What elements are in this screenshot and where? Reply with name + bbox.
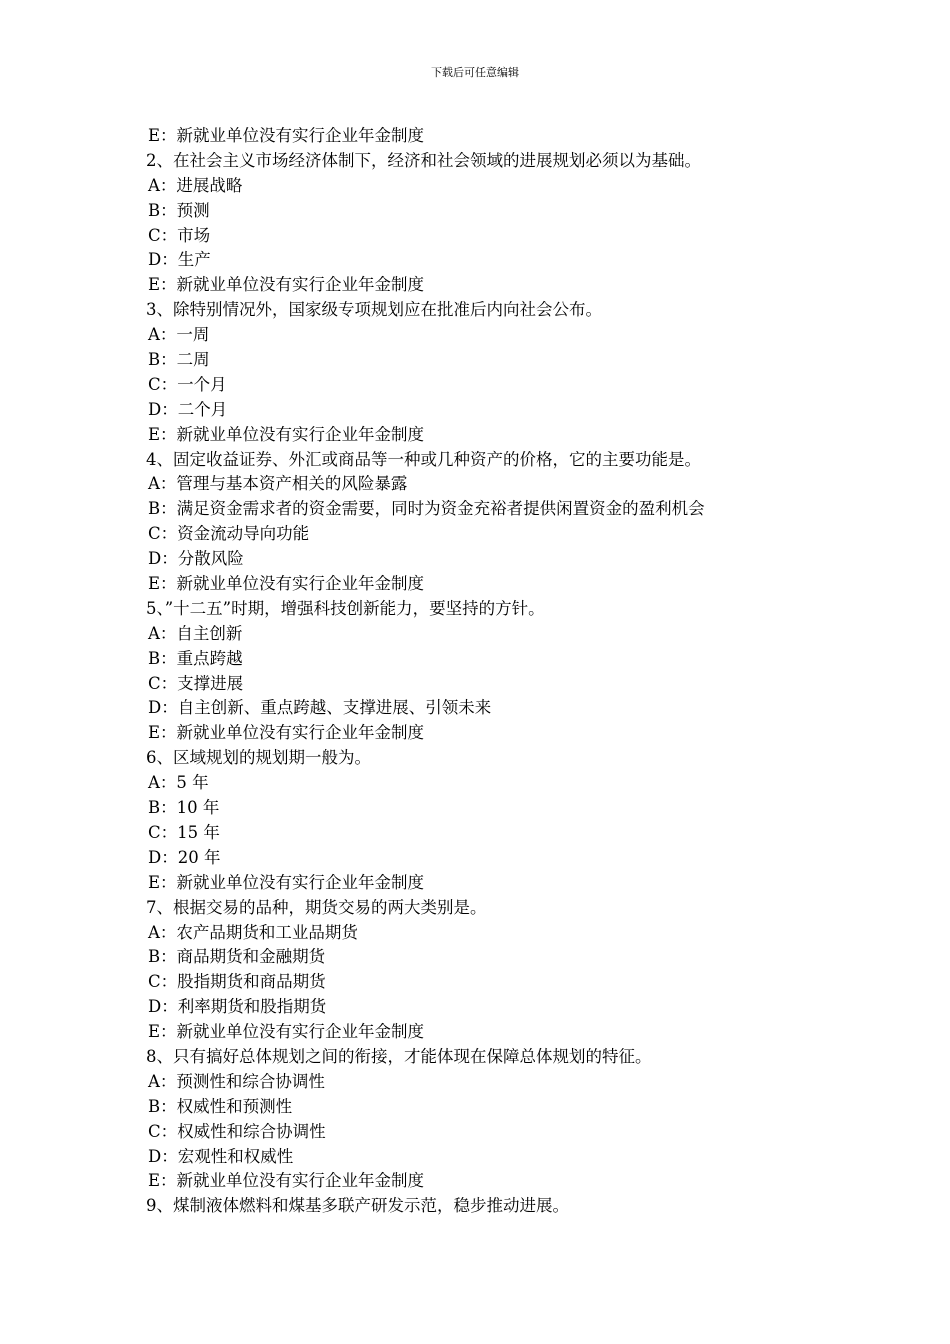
answer-option: E：新就业单位没有实行企业年金制度: [148, 872, 425, 892]
answer-option: E：新就业单位没有实行企业年金制度: [148, 723, 425, 743]
answer-option: E：新就业单位没有实行企业年金制度: [148, 424, 425, 444]
answer-option: A：农产品期货和工业品期货: [148, 922, 358, 942]
question-text: 5、”十二五”时期，增强科技创新能力，要坚持的方针。: [146, 598, 545, 618]
answer-option: C：支撑进展: [148, 673, 244, 693]
answer-option: D：分散风险: [148, 549, 244, 569]
answer-option: B：预测: [148, 200, 210, 220]
answer-option: B：二周: [148, 350, 210, 370]
document-body: [146, 124, 846, 1219]
answer-option: D：二个月: [148, 399, 228, 419]
question-text: 3、除特别情况外，国家级专项规划应在批准后内向社会公布。: [146, 300, 602, 320]
answer-option: C：权威性和综合协调性: [148, 1121, 326, 1141]
question-text: 7、根据交易的品种，期货交易的两大类别是。: [146, 897, 487, 917]
answer-option: C：股指期货和商品期货: [148, 972, 326, 992]
answer-option: E：新就业单位没有实行企业年金制度: [148, 275, 425, 295]
answer-option: B：权威性和预测性: [148, 1096, 293, 1116]
question-text: 4、固定收益证券、外汇或商品等一种或几种资产的价格，它的主要功能是。: [146, 449, 701, 469]
question-text: 9、煤制液体燃料和煤基多联产研发示范，稳步推动进展。: [146, 1196, 569, 1216]
answer-option: B：10 年: [148, 798, 220, 818]
answer-option: D：20 年: [148, 847, 221, 867]
answer-option: A：预测性和综合协调性: [148, 1071, 325, 1091]
question-text: 8、只有搞好总体规划之间的衔接，才能体现在保障总体规划的特征。: [146, 1046, 652, 1066]
answer-option: D：生产: [148, 250, 211, 270]
answer-option: A：自主创新: [148, 623, 243, 643]
answer-option: E：新就业单位没有实行企业年金制度: [148, 126, 425, 145]
answer-option: B：商品期货和金融期货: [148, 947, 326, 967]
question-text: 6、区域规划的规划期一般为。: [146, 748, 371, 768]
answer-option: A：进展战略: [148, 175, 243, 195]
answer-option: D：宏观性和权威性: [148, 1146, 294, 1166]
question-text: 2、在社会主义市场经济体制下，经济和社会领域的进展规划必须以为基础。: [146, 150, 701, 170]
answer-option: A：管理与基本资产相关的风险暴露: [148, 474, 408, 494]
answer-option: C：一个月: [148, 374, 227, 394]
answer-option: C：资金流动导向功能: [148, 524, 310, 544]
answer-option: D：自主创新、重点跨越、支撑进展、引领未来: [148, 698, 492, 718]
answer-option: B：满足资金需求者的资金需要，同时为资金充裕者提供闲置资金的盈利机会: [148, 499, 705, 519]
answer-option: C：市场: [148, 225, 211, 245]
answer-option: D：利率期货和股指期货: [148, 997, 327, 1017]
answer-option: C：15 年: [148, 822, 220, 842]
page-header: 下载后可任意编辑: [431, 66, 519, 79]
answer-option: E：新就业单位没有实行企业年金制度: [148, 1022, 425, 1042]
answer-option: A：一周: [148, 325, 210, 345]
answer-option: E：新就业单位没有实行企业年金制度: [148, 574, 425, 594]
answer-option: A：5 年: [148, 773, 209, 793]
answer-option: E：新就业单位没有实行企业年金制度: [148, 1171, 425, 1191]
answer-option: B：重点跨越: [148, 648, 243, 668]
